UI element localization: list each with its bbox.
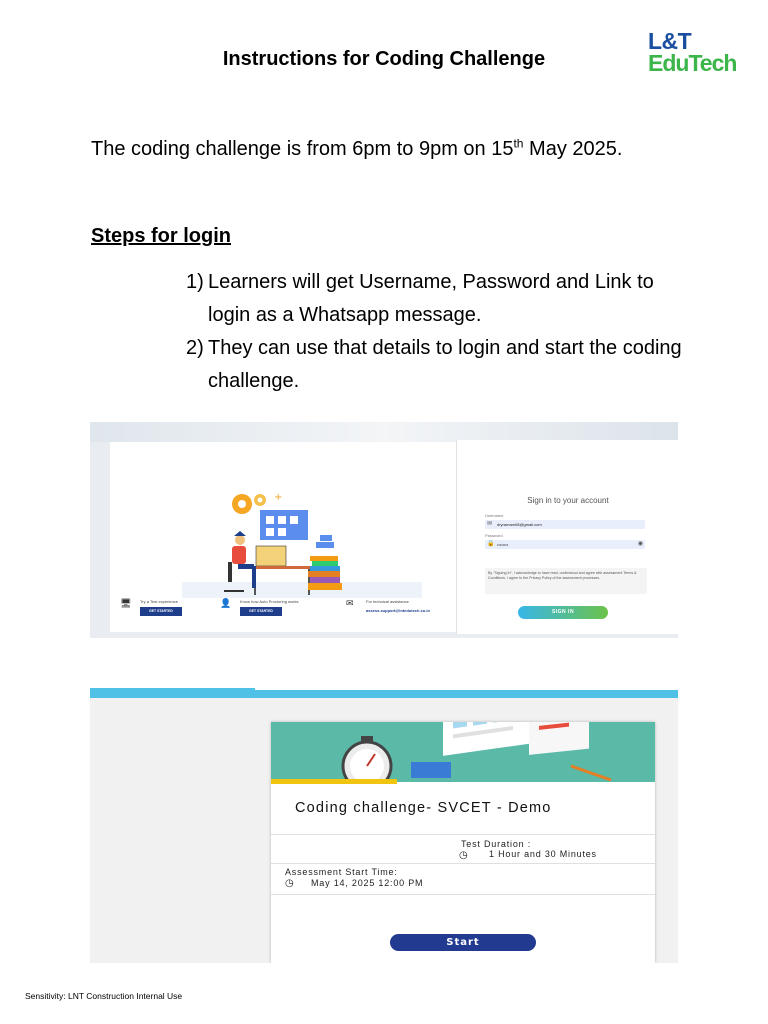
- login-screenshot: [90, 422, 678, 638]
- clock-icon: ◷: [285, 878, 294, 889]
- challenge-title: Coding challenge- SVCET - Demo: [295, 800, 552, 816]
- steps-heading: Steps for login: [91, 225, 231, 247]
- password-value: ••••••••: [497, 542, 509, 547]
- start-time-label: Assessment Start Time:: [285, 867, 398, 877]
- header-bar-highlight: [255, 688, 678, 690]
- challenge-screenshot: [90, 688, 678, 963]
- divider: [271, 834, 655, 835]
- step-number: 1): [186, 271, 204, 293]
- signin-panel: [456, 440, 678, 634]
- card-banner: [271, 722, 655, 782]
- signin-heading: Sign in to your account: [527, 496, 609, 505]
- page-title: Instructions for Coding Challenge: [222, 48, 546, 70]
- stopwatch-illustration: [271, 722, 655, 782]
- step-text: They can use that details to login and start the coding challenge.: [208, 337, 682, 392]
- mail-icon: ✉: [346, 598, 354, 608]
- support-email-link[interactable]: assess.support@lntedutech.co.in: [366, 608, 430, 613]
- step-item: [186, 266, 686, 332]
- proctoring-text: Know how Auto Proctoring works: [240, 599, 299, 604]
- technical-assistance-text: For technical assistance: [366, 599, 409, 604]
- logo-line1: L&T: [648, 28, 692, 54]
- challenge-card: [271, 722, 655, 963]
- sensitivity-footer: Sensitivity: LNT Construction Internal Use: [25, 991, 183, 1001]
- get-started-button[interactable]: GET STARTED: [240, 607, 282, 616]
- steps-list: [186, 266, 686, 398]
- divider: [271, 863, 655, 864]
- svg-text:+: +: [274, 492, 283, 503]
- start-time-value: May 14, 2025 12:00 PM: [311, 878, 424, 888]
- logo-line2: EduTech: [648, 50, 737, 76]
- password-field[interactable]: [485, 540, 645, 549]
- monitor-icon: 🖥: [120, 598, 132, 608]
- test-duration-value: 1 Hour and 30 Minutes: [489, 849, 597, 859]
- test-experience-text: Try a Test experience: [140, 599, 179, 604]
- step-number: 2): [186, 337, 204, 359]
- eye-icon[interactable]: ◉: [637, 541, 643, 547]
- username-label: Username: [485, 513, 504, 518]
- start-button[interactable]: Start: [390, 934, 536, 951]
- step-text: Learners will get Username, Password and Link to login as a Whatsapp message.: [208, 271, 654, 326]
- lt-edutech-logo: [648, 30, 736, 74]
- intro-text-end: May 2025.: [523, 138, 623, 160]
- step-item: [186, 332, 686, 398]
- get-started-button[interactable]: GET STARTED: [140, 607, 182, 616]
- test-duration-label: Test Duration :: [461, 839, 532, 849]
- username-value: dryramam08@gmail.com: [497, 522, 542, 527]
- password-label: Password: [485, 533, 503, 538]
- mail-icon: ✉: [487, 521, 493, 527]
- intro-text: The coding challenge is from 6pm to 9pm on 15: [91, 138, 514, 160]
- username-field[interactable]: [485, 520, 645, 529]
- consent-text: By "Signing In", I acknowledge to have read, understood and agree with assessment Terms & Conditions. I agree to the Privacy Policy of the assessment processes.: [485, 568, 647, 594]
- intro-superscript: th: [513, 136, 524, 151]
- banner-accent-bar: [271, 779, 397, 784]
- intro-paragraph: [91, 138, 622, 161]
- user-icon: 👤: [220, 598, 232, 608]
- lock-icon: 🔒: [487, 541, 495, 547]
- clock-icon: ◷: [459, 850, 468, 861]
- divider: [271, 894, 655, 895]
- signin-button[interactable]: SIGN IN: [518, 606, 608, 619]
- person-at-desk-illustration: [110, 442, 456, 602]
- background-strip: [90, 422, 678, 442]
- help-bar: [120, 598, 446, 620]
